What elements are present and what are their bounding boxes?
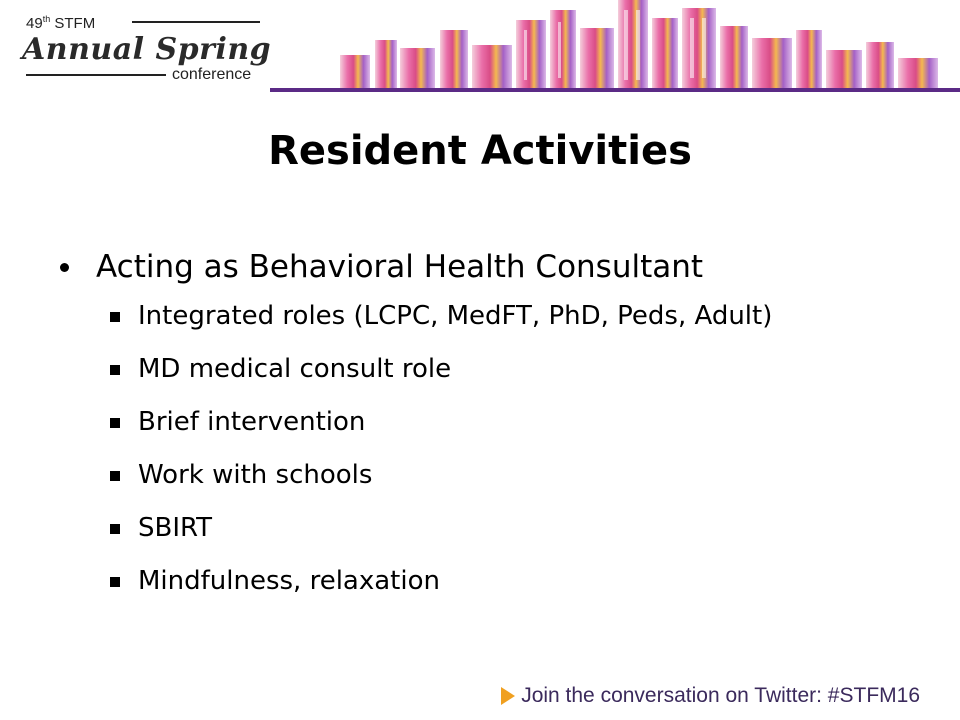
square-bullet-icon xyxy=(110,312,120,322)
twitter-footer xyxy=(501,684,920,708)
logo-conference-text: conference xyxy=(172,66,252,83)
square-bullet-icon xyxy=(110,418,120,428)
square-bullet-icon xyxy=(110,577,120,587)
round-bullet-icon xyxy=(60,263,69,272)
subbullet-text: MD medical consult role xyxy=(138,354,452,384)
subbullet-item xyxy=(60,343,940,396)
city-skyline-graphic xyxy=(280,0,960,92)
square-bullet-icon xyxy=(110,471,120,481)
subbullet-item xyxy=(60,449,940,502)
logo-top-text: 49th STFM xyxy=(26,14,96,32)
play-arrow-icon xyxy=(501,687,515,705)
subbullet-item xyxy=(60,396,940,449)
slide-title: Resident Activities xyxy=(268,128,692,174)
subbullet-item xyxy=(60,555,940,608)
subbullet-text: SBIRT xyxy=(138,513,213,543)
footer-text: Join the conversation on Twitter: #STFM16 xyxy=(521,684,920,707)
subbullet-item xyxy=(60,502,940,555)
logo-rule-top xyxy=(132,21,260,23)
header-purple-rule xyxy=(270,88,960,92)
subbullet-text: Brief intervention xyxy=(138,407,366,437)
conference-logo xyxy=(22,12,272,86)
square-bullet-icon xyxy=(110,365,120,375)
logo-script-text: Annual Spring xyxy=(22,32,272,67)
subbullet-text: Work with schools xyxy=(138,460,373,490)
subbullet-item xyxy=(60,290,940,343)
subbullet-text: Mindfulness, relaxation xyxy=(138,566,440,596)
logo-rule-bottom xyxy=(26,74,166,76)
bullet-item-level1 xyxy=(60,244,940,290)
square-bullet-icon xyxy=(110,524,120,534)
bullet-list xyxy=(60,244,940,608)
subbullet-text: Integrated roles (LCPC, MedFT, PhD, Peds, Adult) xyxy=(138,301,773,331)
bullet-text: Acting as Behavioral Health Consultant xyxy=(96,249,704,285)
slide-header xyxy=(0,0,960,92)
